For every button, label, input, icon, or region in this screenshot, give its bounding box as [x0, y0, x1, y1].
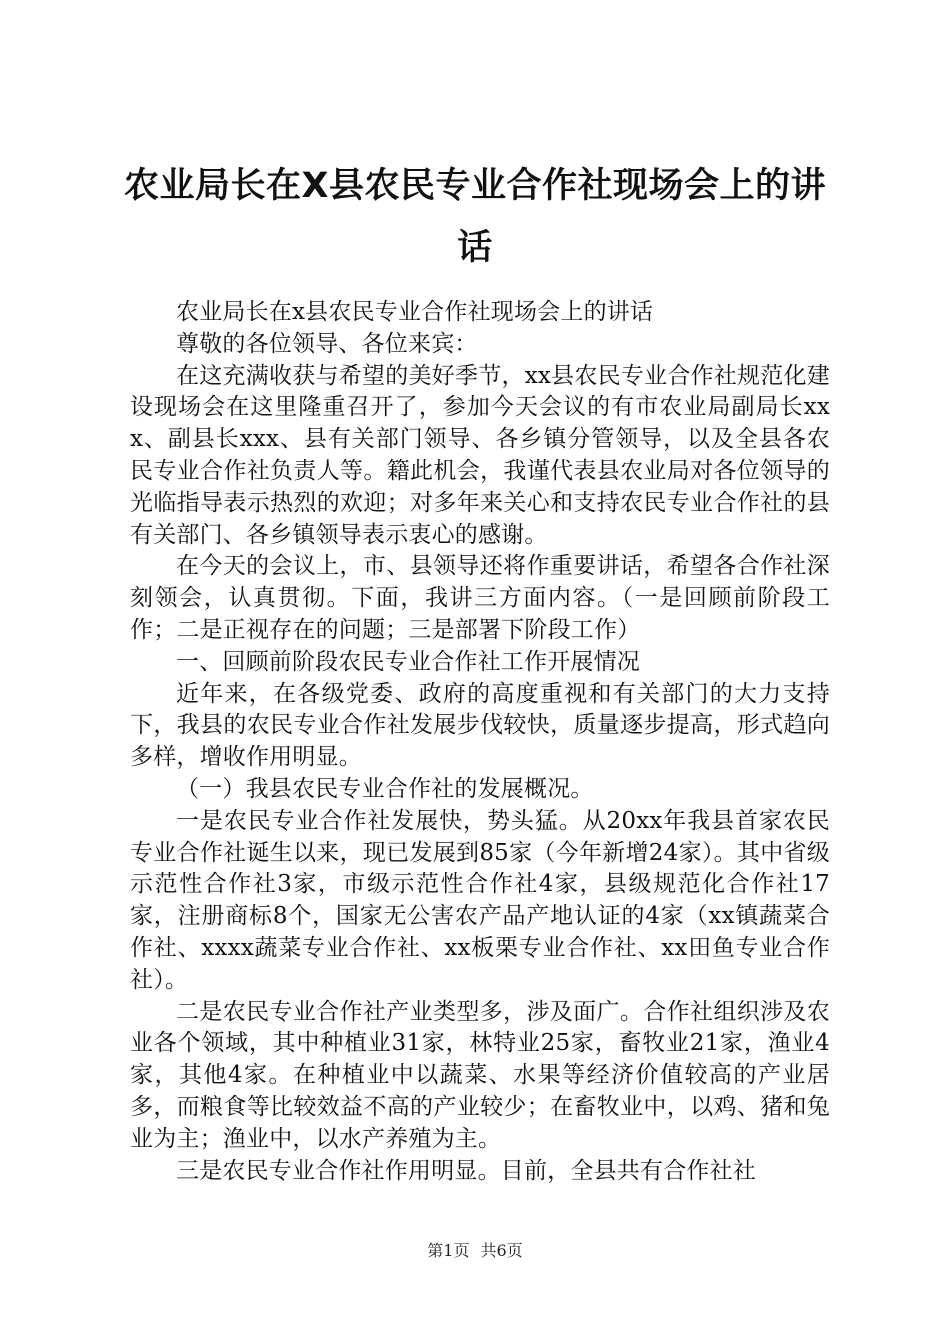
paragraph-salutation: 尊敬的各位领导、各位来宾： [176, 330, 478, 357]
page-footer [0, 1240, 950, 1262]
paragraph-outline: 在今天的会议上，市、县领导还将作重要讲话，希望各合作社深刻领会，认真贯彻。下面，我讲三方面内容。（一是回顾前阶段工作；二是正视存在的问题；三是部署下阶段工作） [130, 553, 830, 643]
paragraph-subtitle: 农业局长在x县农民专业合作社现场会上的讲话 [176, 299, 654, 325]
paragraph-overview: 近年来，在各级党委、政府的高度重视和有关部门的大力支持下，我县的农民专业合作社发展步伐较快，质量逐步提高，形式趋向多样，增收作用明显。 [130, 680, 830, 771]
subsection-heading-1: （一）我县农民专业合作社的发展概况。 [176, 775, 594, 802]
paragraph-opening: 在这充满收获与希望的美好季节，xx县农民专业合作社规范化建设现场会在这里隆重召开了，参加今天会议的有市农业局副局长xxx、副县长xxx、县有关部门领导、各乡镇分管领导，以及全县各农民专业合作社负责人等。籍此机会，我谨代表县农业局对各位领导的光临指导表示热烈的欢迎；对多年来关心和支持农民专业合作社的县有关部门、各乡镇领导表示衷心的感谢。 [130, 362, 830, 548]
section-heading-1: 一、回顾前阶段农民专业合作社工作开展情况 [176, 648, 640, 675]
document-title: 农业局长在X县农民专业合作社现场会上的讲话 [124, 166, 826, 268]
paragraph-point-1: 一是农民专业合作社发展快，势头猛。从20xx年我县首家农民专业合作社诞生以来，现已发展到85家（今年新增24家）。其中省级示范性合作社3家，市级示范性合作社4家，县级规范化合作社17家，注册商标8个，国家无公害农产品产地认证的4家（xx镇蔬菜合作社、xxxx蔬菜专业合作社、xx板栗专业合作社、xx田鱼专业合作社）。 [130, 807, 830, 993]
paragraph-point-3: 三是农民专业合作社作用明显。目前，全县共有合作社社 [176, 1157, 756, 1184]
page-number: 第1页 [427, 1241, 470, 1260]
document-body [130, 297, 830, 1187]
page-total: 共6页 [480, 1241, 523, 1260]
paragraph-point-2: 二是农民专业合作社产业类型多，涉及面广。合作社组织涉及农业各个领域，其中种植业31家，林特业25家，畜牧业21家，渔业4家，其他4家。在种植业中以蔬菜、水果等经济价值较高的产业居多，而粮食等比较效益不高的产业较少；在畜牧业中，以鸡、猪和兔业为主；渔业中，以水产养殖为主。 [130, 998, 830, 1152]
